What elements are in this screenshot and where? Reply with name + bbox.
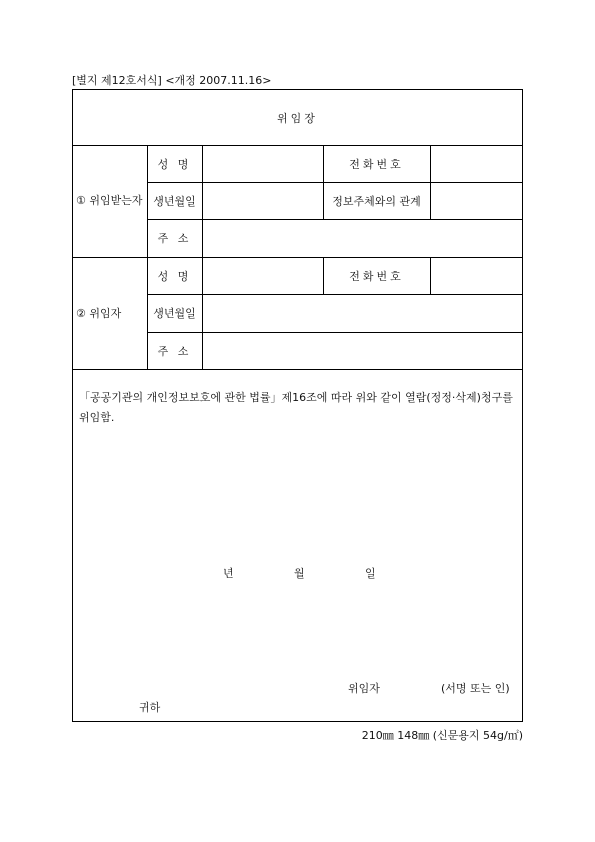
section1-name-field[interactable] bbox=[202, 145, 323, 182]
section2-name-label: 성 명 bbox=[157, 269, 192, 283]
addressee: 귀하 bbox=[139, 701, 161, 714]
date-year-label: 년 bbox=[223, 567, 234, 580]
delegator-signature-label: 위임자 bbox=[348, 682, 380, 695]
section1-phone-label: 전화번호 bbox=[349, 157, 404, 171]
section1-relation-field[interactable] bbox=[430, 182, 522, 219]
section1-address-field[interactable] bbox=[202, 219, 522, 257]
date-day-label: 일 bbox=[365, 567, 376, 580]
divider bbox=[73, 369, 522, 370]
delegation-statement: 「공공기관의 개인정보보호에 관한 법률」제16조에 따라 위와 같이 열람(정정·삭제)청구를 위임함. bbox=[79, 391, 513, 424]
form-title: 위임장 bbox=[277, 111, 318, 125]
section1-phone-field[interactable] bbox=[430, 145, 522, 182]
section1-address-label: 주 소 bbox=[157, 232, 192, 245]
section1-name-label: 성 명 bbox=[157, 157, 192, 171]
section2-address-label: 주 소 bbox=[157, 344, 192, 358]
section2-birth-field[interactable] bbox=[202, 294, 522, 332]
section2-birth-label: 생년월일 bbox=[153, 307, 196, 320]
power-of-attorney-form bbox=[72, 89, 523, 722]
section1-relation-label: 정보주체와의 관계 bbox=[332, 194, 421, 208]
section2-phone-field[interactable] bbox=[430, 257, 522, 294]
section1-birth-label: 생년월일 bbox=[153, 194, 196, 208]
section1-birth-field[interactable] bbox=[202, 182, 323, 219]
section2-address-field[interactable] bbox=[202, 332, 522, 369]
date-month-label: 월 bbox=[294, 567, 305, 580]
section2-phone-label: 전화번호 bbox=[349, 269, 404, 283]
section2-label: ② 위임자 bbox=[76, 307, 122, 320]
section2-name-field[interactable] bbox=[202, 257, 323, 294]
section1-label: ① 위임받는자 bbox=[76, 194, 143, 207]
signature-note: (서명 또는 인) bbox=[441, 682, 510, 695]
paper-spec-footer: 210㎜ 148㎜ (신문용지 54g/㎡) bbox=[361, 729, 523, 742]
form-number: [별지 제12호서식] <개정 2007.11.16> bbox=[72, 74, 272, 87]
